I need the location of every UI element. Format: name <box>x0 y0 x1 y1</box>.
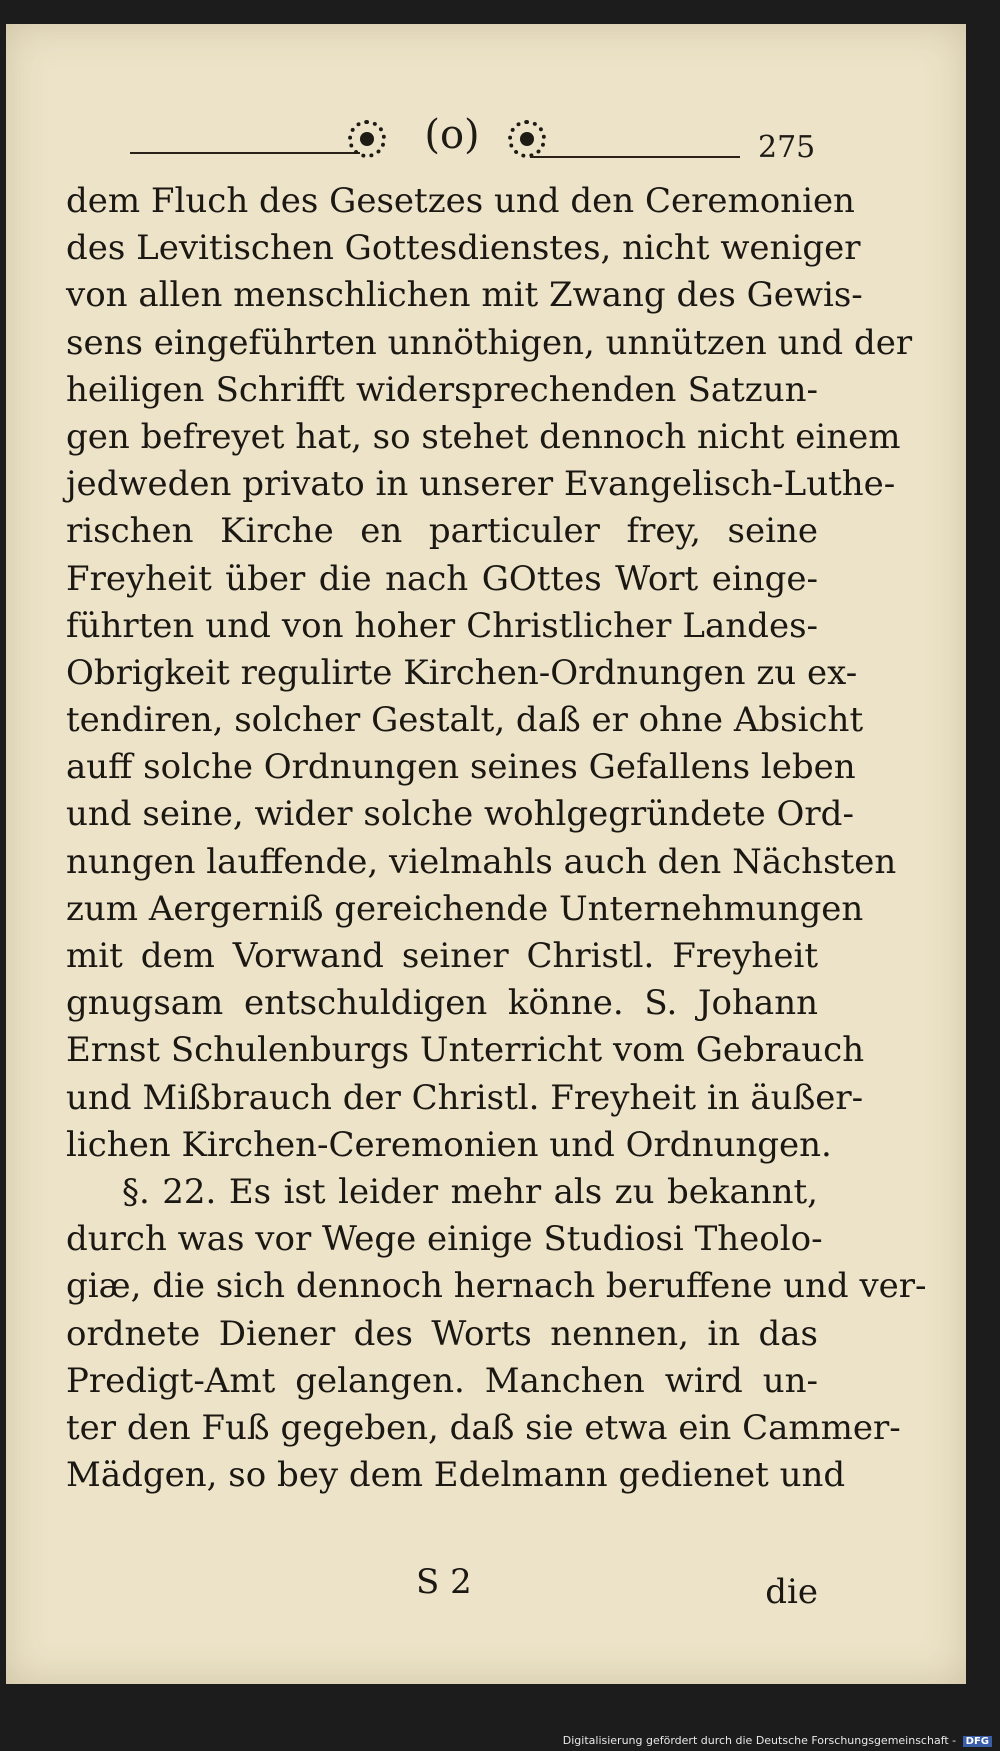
header-rule-right <box>530 156 740 158</box>
text-line: Mädgen, so bey dem Edelmann gedienet und <box>66 1455 846 1496</box>
ornament-rosette-icon <box>348 120 386 158</box>
text-line: nungen lauffende, vielmahls auch den Nächsten <box>66 841 897 882</box>
body-text <box>66 178 927 1499</box>
text-line: rischen Kirche en particuler frey, seine <box>66 511 818 552</box>
text-line: sens eingeführten unnöthigen, unnützen und der <box>66 322 913 363</box>
text-line: tendiren, solcher Gestalt, daß er ohne Absicht <box>66 700 864 741</box>
ornament-rosette-icon <box>508 120 546 158</box>
page-footer <box>66 1562 818 1610</box>
text-line: Freyheit über die nach GOttes Wort einge- <box>66 558 818 599</box>
page-number: 275 <box>758 130 816 165</box>
catchword: die <box>765 1572 818 1612</box>
credit-text: Digitalisierung gefördert durch die Deutsche Forschungsgemeinschaft - <box>562 1734 957 1747</box>
text-line: und Mißbrauch der Christl. Freyheit in äußer- <box>66 1077 864 1118</box>
text-line: ter den Fuß gegeben, daß sie etwa ein Cammer- <box>66 1407 901 1448</box>
signature-mark: S 2 <box>416 1562 472 1602</box>
text-line: heiligen Schrifft widersprechenden Satzun- <box>66 369 818 410</box>
text-line: Obrigkeit regulirte Kirchen-Ordnungen zu ex- <box>66 652 858 693</box>
text-line: jedweden privato in unserer Evangelisch-Luthe- <box>66 464 896 505</box>
text-line: §. 22. Es ist leider mehr als zu bekannt, <box>122 1171 818 1212</box>
page-header <box>90 112 830 172</box>
text-line: mit dem Vorwand seiner Christl. Freyheit <box>66 936 818 976</box>
text-line: lichen Kirchen-Ceremonien und Ordnungen. <box>66 1124 832 1165</box>
text-line: gnugsam entschuldigen könne. S. Johann <box>66 983 818 1024</box>
header-rule-left <box>130 152 360 154</box>
text-line: dem Fluch des Gesetzes und den Ceremonien <box>66 181 855 221</box>
text-line: und seine, wider solche wohlgegründete Ord- <box>66 794 854 835</box>
text-line: gen befreyet hat, so stehet dennoch nicht einem <box>66 416 901 457</box>
text-line: des Levitischen Gottesdienstes, nicht weniger <box>66 228 861 269</box>
text-line: ordnete Diener des Worts nennen, in das <box>66 1313 818 1354</box>
text-line: führten und von hoher Christlicher Landes- <box>66 605 818 646</box>
dfg-logo: DFG <box>963 1736 992 1747</box>
text-line: von allen menschlichen mit Zwang des Gewis- <box>66 275 863 316</box>
text-line: durch was vor Wege einige Studiosi Theolo- <box>66 1219 823 1260</box>
text-line: zum Aergerniß gereichende Unternehmungen <box>66 888 864 929</box>
text-line: giæ, die sich dennoch hernach beruffene und ver- <box>66 1266 927 1307</box>
text-line: Ernst Schulenburgs Unterricht vom Gebrauch <box>66 1030 865 1071</box>
header-center: (o) <box>424 112 480 158</box>
text-line: auff solche Ordnungen seines Gefallens leben <box>66 747 856 788</box>
digitization-credit <box>563 1734 992 1747</box>
text-line: Predigt-Amt gelangen. Manchen wird un- <box>66 1360 818 1401</box>
